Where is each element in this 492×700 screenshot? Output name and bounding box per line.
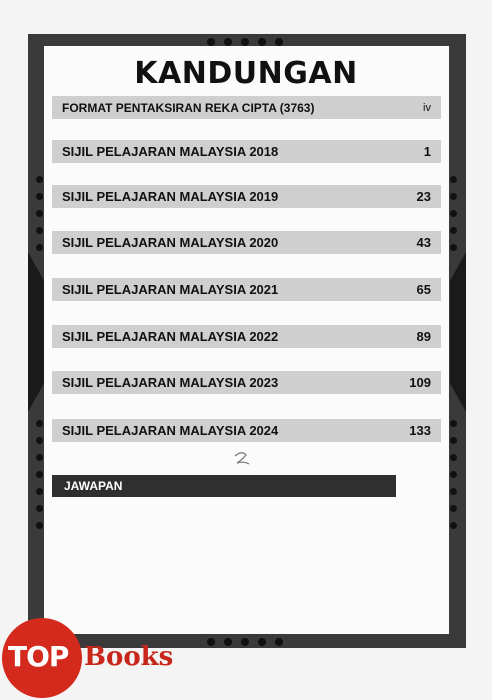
toc-entry-page: 65 — [416, 282, 431, 297]
toc-entry-label: SIJIL PELAJARAN MALAYSIA 2020 — [62, 235, 279, 250]
toc-entry-label: SIJIL PELAJARAN MALAYSIA 2022 — [62, 329, 279, 344]
toc-row — [52, 140, 441, 163]
logo-top-text: TOP — [8, 640, 69, 673]
left-dot-column-lower — [36, 420, 43, 529]
pencil-mark — [232, 450, 254, 470]
toc-row — [52, 371, 441, 394]
logo-books-text: Books — [84, 642, 174, 672]
toc-row — [52, 278, 441, 301]
toc-row — [52, 96, 441, 119]
toc-entry-label: FORMAT PENTAKSIRAN REKA CIPTA (3763) — [62, 100, 315, 115]
left-dot-column-upper — [36, 176, 43, 251]
bottom-dot-row — [207, 638, 283, 646]
toc-entry-label: SIJIL PELAJARAN MALAYSIA 2018 — [62, 144, 279, 159]
toc-entry-label: SIJIL PELAJARAN MALAYSIA 2024 — [62, 423, 279, 438]
toc-entry-page: iv — [423, 101, 431, 114]
toc-row — [52, 419, 441, 442]
page-title: KANDUNGAN — [134, 56, 358, 91]
toc-entry-label: SIJIL PELAJARAN MALAYSIA 2023 — [62, 375, 279, 390]
topbooks-logo — [2, 618, 202, 698]
answers-bar: JAWAPAN — [52, 475, 396, 497]
toc-row — [52, 185, 441, 208]
toc-row — [52, 231, 441, 254]
toc-entry-page: 133 — [409, 423, 431, 438]
toc-entry-page: 1 — [423, 144, 431, 159]
toc-entry-label: SIJIL PELAJARAN MALAYSIA 2021 — [62, 282, 279, 297]
right-dot-column-lower — [450, 420, 457, 529]
top-dot-row — [207, 38, 283, 46]
toc-row — [52, 325, 441, 348]
toc-entry-page: 89 — [416, 329, 431, 344]
toc-entry-page: 43 — [416, 235, 431, 250]
right-dot-column-upper — [450, 176, 457, 251]
toc-entry-label: SIJIL PELAJARAN MALAYSIA 2019 — [62, 189, 279, 204]
toc-entry-page: 23 — [416, 189, 431, 204]
toc-entry-page: 109 — [409, 375, 431, 390]
